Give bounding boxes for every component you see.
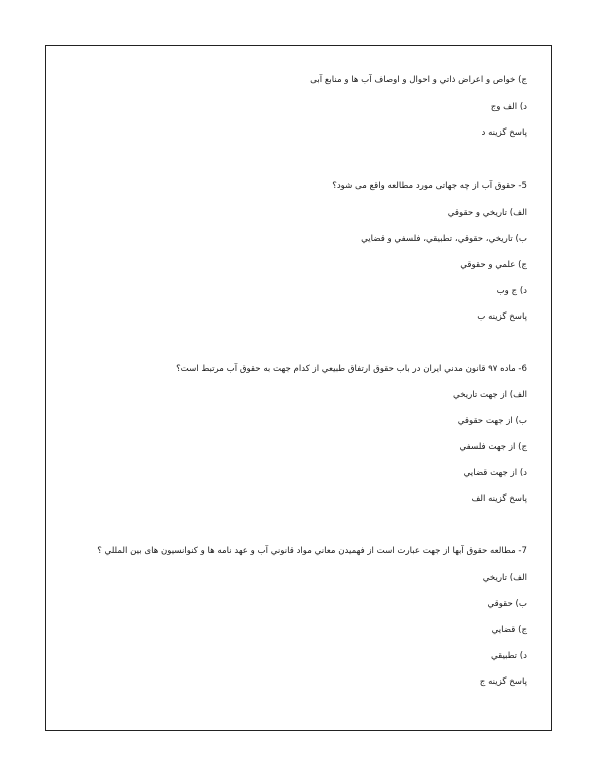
- question-line: 6- ماده ۹۷ قانون مدني ایران در باب حقوق ارتفاق طبیعي از کدام جهت به حقوق آب مرتبط است؟: [176, 364, 527, 374]
- document-content: [46, 46, 551, 730]
- answer-line: پاسخ گزینه ب: [477, 312, 527, 322]
- option-line: ج) قضایي: [491, 625, 527, 635]
- question-line: 7- مطالعه حقوق آبها از جهت عبارت است از فهمیدن معاني مواد قانوني آب و عهد نامه ها و کنوانسیون های بین المللي ؟: [97, 546, 527, 556]
- option-line: د) تطبیقي: [490, 651, 527, 661]
- option-line: الف) تاریخي: [482, 573, 527, 583]
- option-line: ج) از جهت فلسفي: [459, 442, 527, 452]
- option-line: د) الف وج: [490, 102, 527, 112]
- answer-line: پاسخ گزینه د: [481, 128, 527, 138]
- option-line: الف) از جهت تاریخي: [453, 390, 527, 400]
- option-line: ب) حقوقي: [487, 599, 527, 609]
- option-line: د) ج وب: [496, 286, 527, 296]
- answer-line: پاسخ گزینه الف: [471, 494, 527, 504]
- page-frame: [45, 45, 552, 731]
- option-line: ب) از جهت حقوقي: [457, 416, 527, 426]
- option-line: الف) تاریخي و حقوقي: [447, 208, 527, 218]
- option-line: ج) خواص و اعراض ذاتي و احوال و اوصاف آب ها و منابع آبی: [310, 75, 527, 85]
- option-line: د) از جهت قضایي: [463, 468, 527, 478]
- answer-line: پاسخ گزینه ج: [479, 677, 527, 687]
- option-line: ب) تاریخي، حقوقي، تطبیقي، فلسفي و قضایي: [361, 234, 527, 244]
- option-line: ج) علمي و حقوقي: [460, 260, 527, 270]
- question-line: 5- حقوق آب از چه جهاتی مورد مطالعه واقع می شود؟: [332, 181, 527, 191]
